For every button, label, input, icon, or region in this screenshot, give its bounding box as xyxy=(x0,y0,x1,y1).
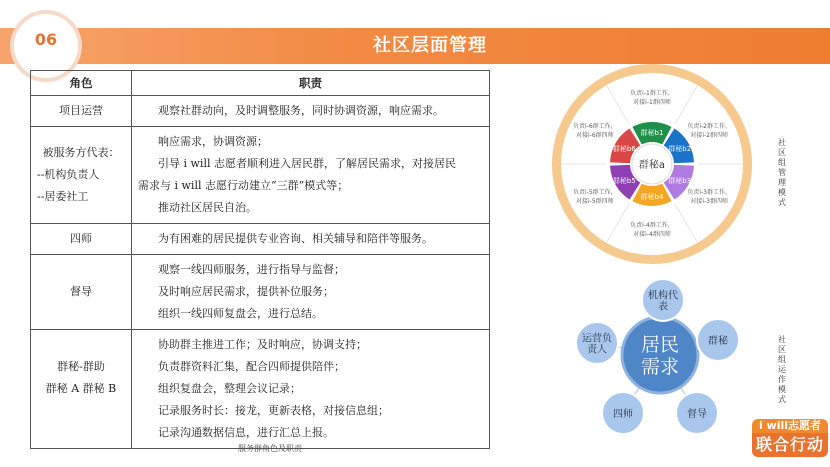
network-node-label: 责人 xyxy=(587,344,607,356)
outer-sector-text: 负责i-2群工作， xyxy=(687,123,731,130)
duty-text: 响应需求，协调资源； xyxy=(158,135,268,148)
duty-text: 观察社群动向，及时调整服务，同时协调资源，响应需求。 xyxy=(158,104,444,117)
outer-sector-text: 负责i-1群工作， xyxy=(630,90,674,97)
brand-line1: i will志愿者 xyxy=(752,419,828,433)
table-row xyxy=(31,224,490,255)
inner-segment-label: 群秘b3 xyxy=(668,177,692,185)
table-row xyxy=(31,255,490,330)
outer-sector-text: 对接i-6群四师 xyxy=(576,132,614,139)
network-node-label: 机构代 xyxy=(648,290,678,302)
outer-sector-text: 负责i-4群工作， xyxy=(630,222,674,229)
brand-line2: 联合行动 xyxy=(752,433,828,457)
outer-sector-text: 对接i-3群四师 xyxy=(690,198,728,205)
role-text: 项目运营 xyxy=(59,104,103,117)
network-center-label: 居民 xyxy=(640,334,680,356)
network-node-label: 群秘 xyxy=(708,336,728,347)
role-text: 被服务方代表： xyxy=(42,146,120,159)
ring-side-label: 社区组管理模式 xyxy=(778,138,786,207)
network-node-label: 四师 xyxy=(613,409,633,420)
inner-segment-label: 群秘b5 xyxy=(612,177,636,185)
duty-cell xyxy=(132,127,490,224)
role-cell xyxy=(31,330,132,449)
role-text: 四师 xyxy=(70,232,92,245)
outer-sector-text: 对接i-2群四师 xyxy=(690,132,728,139)
table-caption: 服务群角色及职责 xyxy=(238,444,302,453)
duty-text: 推动社区居民自治。 xyxy=(158,201,257,214)
duty-text: 协助群主推进工作；及时响应，协调支持； xyxy=(158,338,367,351)
ring-center-label: 群秘a xyxy=(638,160,666,171)
network-center-label: 需求 xyxy=(640,356,680,378)
role-text: --居委社工 xyxy=(37,190,89,203)
role-cell xyxy=(31,127,132,224)
section-number: 06 xyxy=(34,30,58,49)
role-cell xyxy=(31,96,132,127)
duty-text: 负责群资料汇集，配合四师提供陪伴； xyxy=(158,360,345,373)
inner-segment-label: 群秘b1 xyxy=(640,129,664,137)
duty-cell xyxy=(132,255,490,330)
duty-text: 组织一线四师复盘会，进行总结。 xyxy=(158,307,323,320)
role-text: 群秘-群助 xyxy=(57,360,105,373)
outer-sector-text: 负责i-3群工作， xyxy=(687,189,731,196)
inner-segment-label: 群秘b4 xyxy=(640,193,664,201)
outer-sector-text: 负责i-5群工作， xyxy=(573,189,617,196)
roles-table xyxy=(30,70,490,449)
group-secretary-ring-diagram xyxy=(550,62,755,267)
duty-text: 记录服务时长：接龙，更新表格，对接信息组； xyxy=(158,404,389,417)
network-side-label: 社区组运作模式 xyxy=(778,335,786,404)
network-node-label: 表 xyxy=(658,301,668,313)
brand-logo xyxy=(752,419,828,465)
outer-sector-text: 对接i-1群四师 xyxy=(633,99,671,106)
outer-sector-text: 对接i-5群四师 xyxy=(576,198,614,205)
inner-segment-label: 群秘b6 xyxy=(612,145,636,153)
duty-text: 及时响应居民需求，提供补位服务； xyxy=(158,285,334,298)
outer-sector-text: 对接i-4群四师 xyxy=(633,231,671,238)
role-cell xyxy=(31,224,132,255)
table-row xyxy=(31,96,490,127)
network-node-label: 运营负 xyxy=(582,333,612,345)
role-cell xyxy=(31,255,132,330)
network-node-label: 督导 xyxy=(687,409,707,420)
duty-text: 为有困难的居民提供专业咨询、相关辅导和陪伴等服务。 xyxy=(158,232,433,245)
duty-text: 组织复盘会，整理会议记录； xyxy=(158,382,301,395)
duty-text: 观察一线四师服务，进行指导与监督； xyxy=(158,263,345,276)
inner-segment-label: 群秘b2 xyxy=(668,145,692,153)
resident-needs-network-diagram xyxy=(575,275,745,440)
duty-text: 记录沟通数据信息，进行汇总上报。 xyxy=(158,426,334,439)
table-row xyxy=(31,127,490,224)
table-header-row xyxy=(31,71,490,96)
duty-text: 引导 i will 志愿者顺利进入居民群，了解居民需求，对接居民 xyxy=(158,157,456,170)
role-text: --机构负责人 xyxy=(37,168,100,181)
page-title: 社区层面管理 xyxy=(373,35,487,56)
duty-cell xyxy=(132,224,490,255)
header-role: 角色 xyxy=(31,71,132,96)
header-duty: 职责 xyxy=(132,71,490,96)
table-row xyxy=(31,330,490,449)
duty-cell xyxy=(132,330,490,449)
duty-cell xyxy=(132,96,490,127)
outer-sector-text: 负责i-6群工作， xyxy=(573,123,617,130)
role-text: 督导 xyxy=(70,285,92,298)
duty-text: 需求与 i will 志愿行动建立“三群”模式等； xyxy=(138,179,349,192)
role-text: 群秘 A 群秘 B xyxy=(45,382,117,395)
